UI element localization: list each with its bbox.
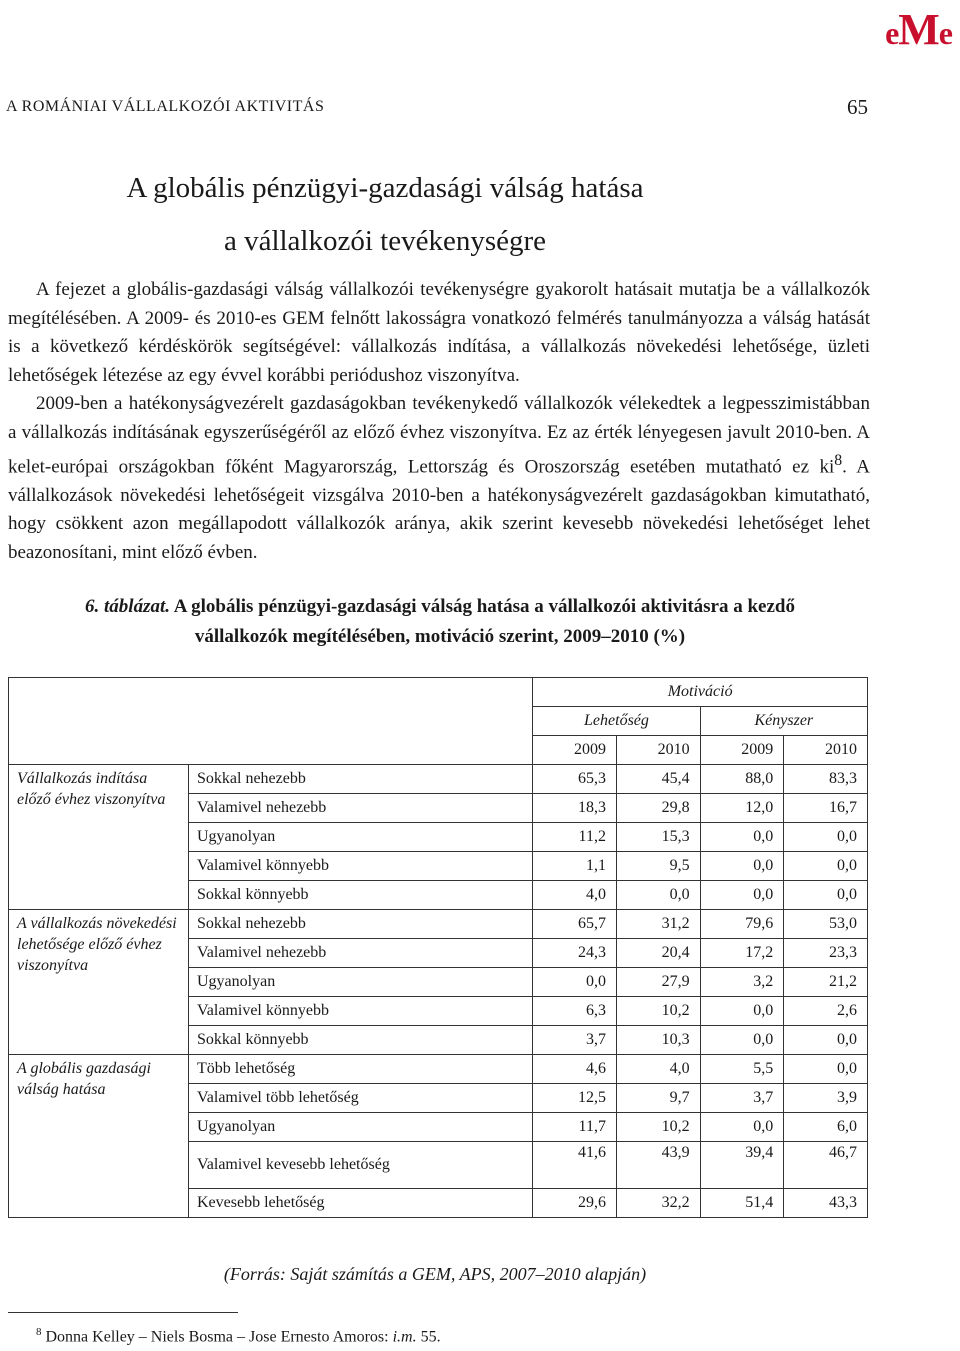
- table-cell: 1,1: [533, 852, 617, 881]
- year-header: 2009: [700, 736, 784, 765]
- corner-cell: [9, 678, 533, 765]
- table-cell: 29,6: [533, 1189, 617, 1218]
- table-cell: 0,0: [700, 881, 784, 910]
- year-header: 2010: [784, 736, 868, 765]
- row-label: Valamivel könnyebb: [189, 852, 533, 881]
- table-cell: 0,0: [700, 1113, 784, 1142]
- publisher-logo: eMe: [885, 5, 952, 54]
- table-cell: 12,5: [533, 1084, 617, 1113]
- paragraph-1: A fejezet a globális-gazdasági válság vállalkozói tevékenységre gyakorolt hatásait mutatja be a vállalkozók megítélésében. A 2009- és 2010-es GEM felnőtt lakosságra vonatkozó felmérés tanulmányozza a válság hatását is a következő kérdéskörök segítségével: vállalkozás indítása, a vállalkozás növekedési lehetősége, üzleti lehetőségek létezése az egy évvel korábbi periódushoz viszonyítva.: [8, 279, 870, 386]
- row-label: Sokkal nehezebb: [189, 765, 533, 794]
- row-label: Sokkal könnyebb: [189, 1026, 533, 1055]
- table-cell: 2,6: [784, 997, 868, 1026]
- table-cell: 18,3: [533, 794, 617, 823]
- table-cell: 31,2: [616, 910, 700, 939]
- table-cell: 0,0: [784, 823, 868, 852]
- table-cell: 23,3: [784, 939, 868, 968]
- table-cell: 0,0: [700, 997, 784, 1026]
- table-cell: 3,2: [700, 968, 784, 997]
- chapter-title-line1: A globális pénzügyi-gazdasági válság hatása: [126, 172, 644, 204]
- table-cell: 0,0: [784, 852, 868, 881]
- footnote-ref: 8: [834, 452, 843, 469]
- table-cell: 65,3: [533, 765, 617, 794]
- table-cell: 88,0: [700, 765, 784, 794]
- table-caption-line2: vállalkozók megítélésében, motiváció szerint, 2009–2010 (%): [194, 626, 686, 647]
- table-cell: 4,0: [616, 1055, 700, 1084]
- row-label: Valamivel nehezebb: [189, 794, 533, 823]
- paragraph-2: 2009-ben a hatékonyságvezérelt gazdaságokban tevékenykedő vállalkozók vélekedtek a legpesszimistábban a vállalkozás indításának egyszerűségéről az előző évhez viszonyítva. Ez az érték lényegesen javult 2010-ben. A kelet-európai országokban főként Magyarország, Lettország és Oroszország esetében mutatható ez $ki^8$. A vállalkozások növekedési lehetőségeit vizsgálva 2010-ben a hatékonyságvezérelt gazdaságokban kimutatható, hogy csökkent azon megállapodott vállalkozók aránya, akik szerint kevesebb növekedési lehetőséget lehet beazonosítani, mint előző évben.: [8, 393, 870, 563]
- table-cell: 27,9: [616, 968, 700, 997]
- table-cell: 51,4: [700, 1189, 784, 1218]
- table-cell: 53,0: [784, 910, 868, 939]
- table-cell: 0,0: [700, 1026, 784, 1055]
- table-cell: 0,0: [533, 968, 617, 997]
- table-cell: 43,9: [616, 1142, 700, 1189]
- row-group-label: Vállalkozás indítása előző évhez viszonyítva: [9, 765, 189, 910]
- table-row: [9, 910, 868, 939]
- table-cell: 21,2: [784, 968, 868, 997]
- table-cell: 0,0: [784, 881, 868, 910]
- row-label: Kevesebb lehetőség: [189, 1189, 533, 1218]
- table-cell: 11,2: [533, 823, 617, 852]
- table-cell: 5,5: [700, 1055, 784, 1084]
- table-cell: 3,7: [700, 1084, 784, 1113]
- table-cell: 10,3: [616, 1026, 700, 1055]
- chapter-title-line2: a vállalkozói tevékenységre: [223, 225, 547, 257]
- table-cell: 0,0: [784, 1055, 868, 1084]
- table-cell: 32,2: [616, 1189, 700, 1218]
- table-caption: [0, 592, 880, 652]
- header-row-motivacio: [9, 678, 868, 707]
- row-group-label: A globális gazdasági válság hatása: [9, 1055, 189, 1218]
- table-cell: 83,3: [784, 765, 868, 794]
- table-cell: 9,5: [616, 852, 700, 881]
- chapter-title: [0, 162, 770, 268]
- row-label: Ugyanolyan: [189, 1113, 533, 1142]
- row-label: Valamivel könnyebb: [189, 997, 533, 1026]
- table-cell: 0,0: [784, 1026, 868, 1055]
- table-cell: 65,7: [533, 910, 617, 939]
- table-cell: 11,7: [533, 1113, 617, 1142]
- source-note: (Forrás: Saját számítás a GEM, APS, 2007–2010 alapján): [223, 1264, 647, 1284]
- row-label: Ugyanolyan: [189, 823, 533, 852]
- table-cell: 45,4: [616, 765, 700, 794]
- table-cell: 9,7: [616, 1084, 700, 1113]
- table-cell: 79,6: [700, 910, 784, 939]
- table-cell: 6,3: [533, 997, 617, 1026]
- data-table: [8, 677, 868, 1218]
- table-caption-line1: A globális pénzügyi-gazdasági válság hatása a vállalkozói aktivitásra a kezdő: [173, 596, 795, 617]
- row-label: Több lehetőség: [189, 1055, 533, 1084]
- row-label: Valamivel kevesebb lehetőség: [189, 1142, 533, 1189]
- table-cell: 3,7: [533, 1026, 617, 1055]
- body-text: [8, 276, 870, 567]
- table-row: [9, 1055, 868, 1084]
- table-cell: 43,3: [784, 1189, 868, 1218]
- row-group-label: A vállalkozás növekedési lehetősége előző évhez viszonyítva: [9, 910, 189, 1055]
- kenyszer-header: Kényszer: [700, 707, 867, 736]
- footnote-divider: [8, 1312, 238, 1313]
- table-cell: 16,7: [784, 794, 868, 823]
- row-label: Sokkal könnyebb: [189, 881, 533, 910]
- table-cell: 29,8: [616, 794, 700, 823]
- table-cell: 4,0: [533, 881, 617, 910]
- table-cell: 0,0: [700, 823, 784, 852]
- motivacio-header: Motiváció: [533, 678, 868, 707]
- table-cell: 46,7: [784, 1142, 868, 1189]
- table-row: [9, 765, 868, 794]
- table-cell: 0,0: [616, 881, 700, 910]
- table-cell: 10,2: [616, 997, 700, 1026]
- page-number: 65: [847, 95, 868, 119]
- row-label: Ugyanolyan: [189, 968, 533, 997]
- table-cell: 4,6: [533, 1055, 617, 1084]
- year-header: 2010: [616, 736, 700, 765]
- row-label: Valamivel nehezebb: [189, 939, 533, 968]
- table-cell: 10,2: [616, 1113, 700, 1142]
- running-head: A ROMÁNIAI VÁLLALKOZÓI AKTIVITÁS: [6, 98, 325, 115]
- lehetoseg-header: Lehetőség: [533, 707, 700, 736]
- table-cell: 39,4: [700, 1142, 784, 1189]
- table-cell: 6,0: [784, 1113, 868, 1142]
- table-cell: 41,6: [533, 1142, 617, 1189]
- row-label: Sokkal nehezebb: [189, 910, 533, 939]
- table-cell: 17,2: [700, 939, 784, 968]
- table-cell: 24,3: [533, 939, 617, 968]
- year-header: 2009: [533, 736, 617, 765]
- table-cell: 20,4: [616, 939, 700, 968]
- table-cell: 3,9: [784, 1084, 868, 1113]
- table-number: 6. táblázat.: [85, 596, 171, 617]
- row-label: Valamivel több lehetőség: [189, 1084, 533, 1113]
- table-cell: 12,0: [700, 794, 784, 823]
- table-cell: 0,0: [700, 852, 784, 881]
- footnote: $^8$ Donna Kelley – Niels Bosma – Jose Ernesto Amoros: i.m. 55.: [36, 1326, 441, 1346]
- table-cell: 15,3: [616, 823, 700, 852]
